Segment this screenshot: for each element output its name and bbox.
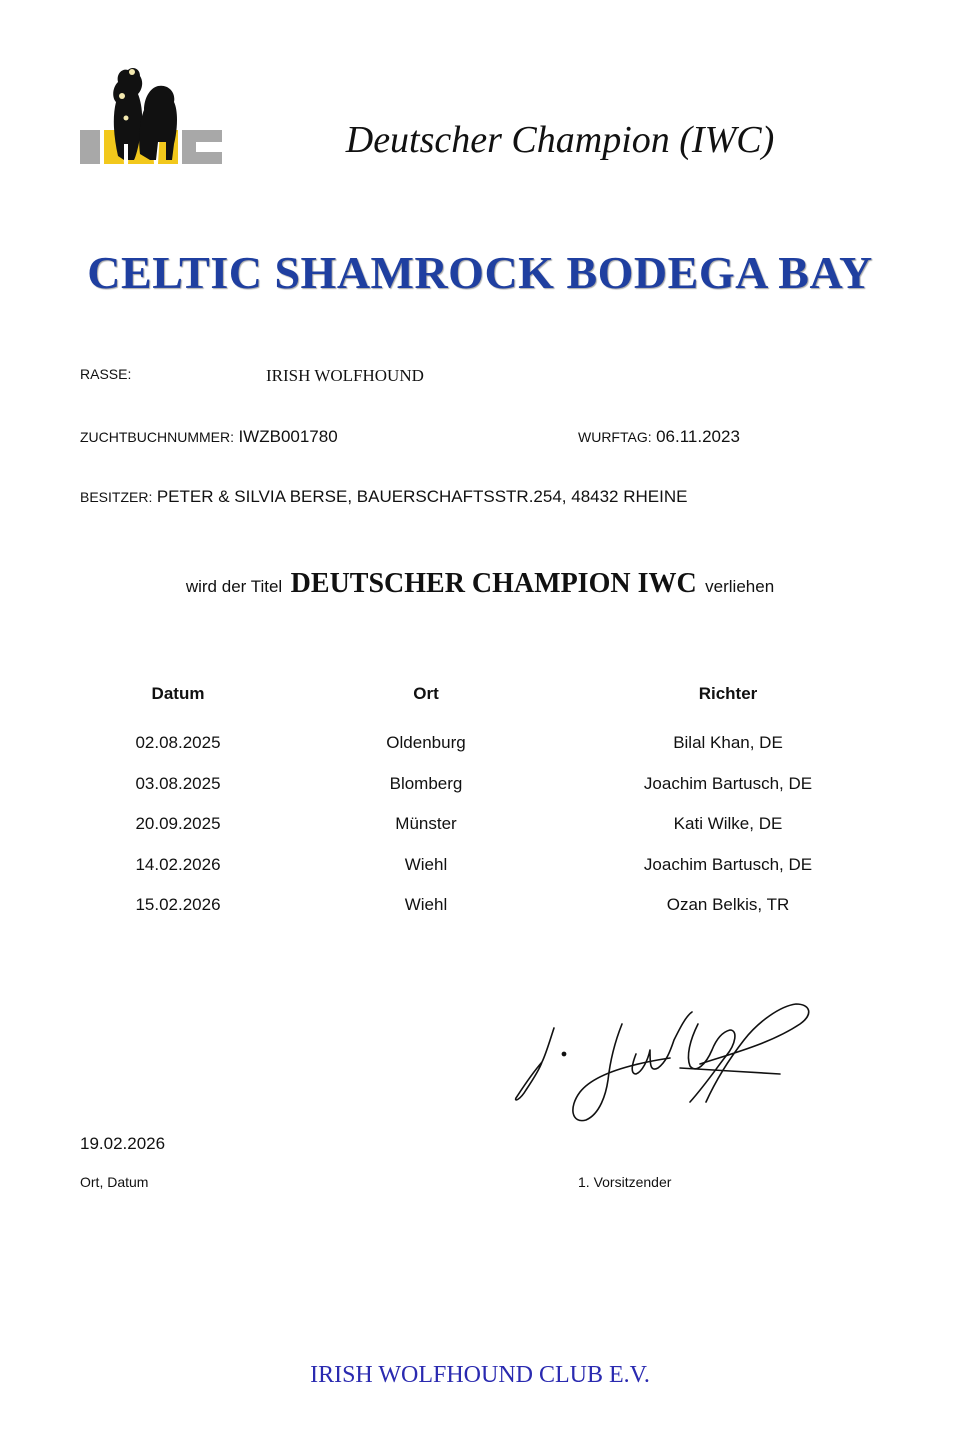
signature-image bbox=[510, 984, 820, 1134]
cell-judge: Joachim Bartusch, DE bbox=[643, 854, 813, 874]
cell-place: Oldenburg bbox=[386, 733, 466, 752]
cell-date: 02.08.2025 bbox=[135, 733, 221, 752]
award-line bbox=[0, 568, 960, 600]
studbook-label: ZUCHTBUCHNUMMER: bbox=[80, 429, 234, 445]
header-ort: Ort bbox=[413, 684, 439, 703]
cell-judge: Ozan Belkis, TR bbox=[666, 895, 790, 915]
header-richter: Richter bbox=[698, 684, 758, 703]
document-title: Deutscher Champion (IWC) bbox=[345, 119, 775, 161]
owner-value: PETER & SILVIA BERSE, BAUERSCHAFTSSTR.254, 48432 RHEINE bbox=[156, 487, 688, 506]
studbook-value: IWZB001780 bbox=[238, 427, 338, 446]
owner-label: BESITZER: bbox=[80, 489, 153, 505]
cell-judge: Bilal Khan, DE bbox=[673, 733, 783, 752]
cell-place: Blomberg bbox=[389, 773, 463, 793]
results-table bbox=[80, 684, 880, 936]
table-row bbox=[80, 895, 880, 936]
place-date-label: Ort, Datum bbox=[80, 1174, 149, 1190]
dog-name: CELTIC SHAMROCK BODEGA BAY bbox=[87, 247, 873, 298]
cell-judge: Kati Wilke, DE bbox=[673, 814, 783, 834]
breed-value: IRISH WOLFHOUND bbox=[266, 366, 424, 385]
award-suffix: verliehen bbox=[705, 577, 775, 596]
cell-date: 14.02.2026 bbox=[135, 854, 221, 874]
cell-judge: Joachim Bartusch, DE bbox=[643, 773, 813, 793]
table-row bbox=[80, 855, 880, 896]
cell-place: Münster bbox=[395, 814, 457, 834]
chairman-label: 1. Vorsitzender bbox=[578, 1174, 672, 1190]
award-prefix: wird der Titel bbox=[185, 577, 283, 596]
studbook-row bbox=[80, 427, 338, 447]
issue-date: 19.02.2026 bbox=[80, 1134, 166, 1153]
cell-date: 15.02.2026 bbox=[135, 895, 221, 915]
award-title: DEUTSCHER CHAMPION IWC bbox=[290, 568, 697, 599]
birth-row bbox=[578, 427, 740, 447]
table-row bbox=[80, 814, 880, 855]
cell-place: Wiehl bbox=[404, 895, 448, 915]
club-name: IRISH WOLFHOUND CLUB E.V. bbox=[310, 1362, 650, 1388]
results-header-row bbox=[80, 684, 880, 714]
table-row bbox=[80, 774, 880, 815]
birth-value: 06.11.2023 bbox=[656, 427, 740, 446]
owner-row bbox=[80, 487, 687, 507]
header-datum: Datum bbox=[151, 684, 205, 703]
birth-label: WURFTAG: bbox=[578, 429, 652, 445]
cell-place: Wiehl bbox=[404, 854, 448, 874]
iwc-logo bbox=[78, 58, 224, 168]
breed-label: RASSE: bbox=[80, 366, 132, 382]
cell-date: 03.08.2025 bbox=[135, 773, 221, 793]
logo-text: IWC bbox=[78, 58, 80, 59]
table-row bbox=[80, 714, 880, 774]
cell-date: 20.09.2025 bbox=[135, 814, 221, 834]
